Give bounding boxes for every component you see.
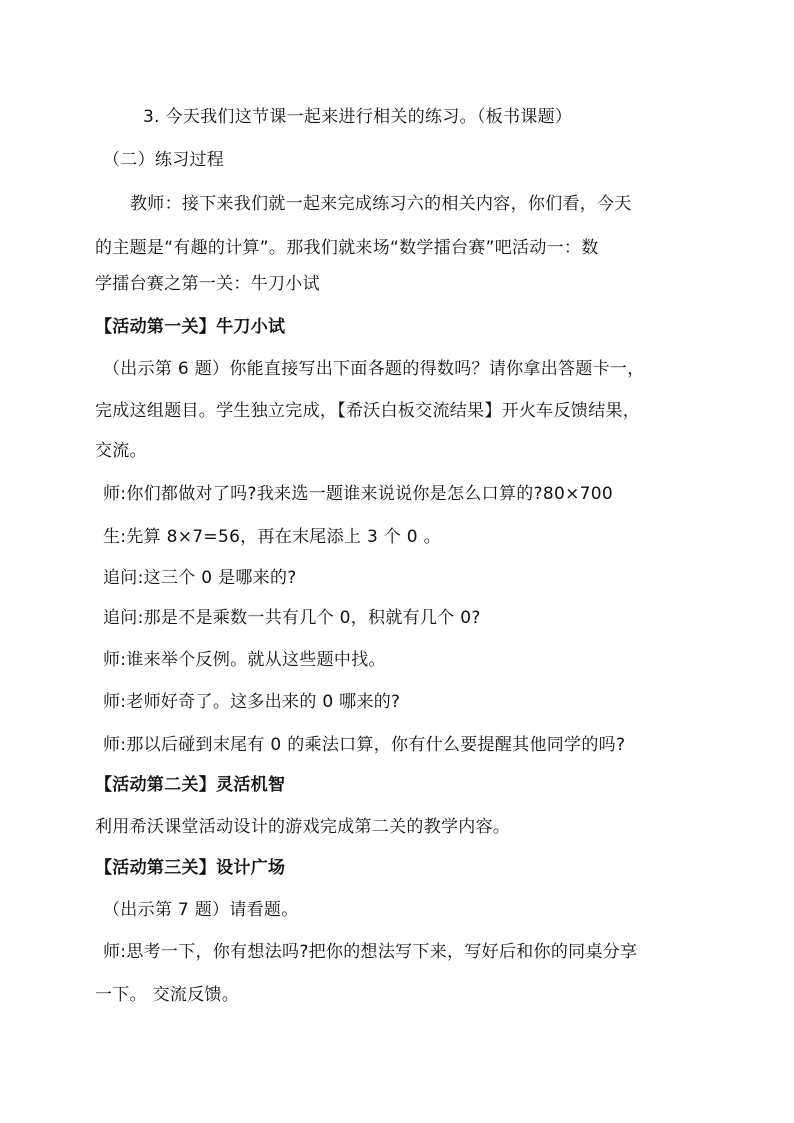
activity-heading-3: 【活动第三关】设计广场 xyxy=(95,858,286,878)
text-line: 学擂台赛之第一关：牛刀小试 xyxy=(95,274,320,294)
text-line: （出示第 7 题）请看题。 xyxy=(103,900,299,920)
text-line: 一下。 交流反馈。 xyxy=(95,985,240,1005)
text-line: 3. 今天我们这节课一起来进行相关的练习。（板书课题） xyxy=(143,107,573,127)
dialogue-line: 师:谁来举个反例。就从这些题中找。 xyxy=(103,650,386,670)
dialogue-line: 师:老师好奇了。这多出来的 0 哪来的? xyxy=(103,692,401,712)
text-line: 交流。 xyxy=(95,441,147,461)
dialogue-line: 师:思考一下，你有想法吗?把你的想法写下来，写好后和你的同桌分享 xyxy=(103,942,638,962)
text-line: 教师：接下来我们就一起来完成练习六的相关内容，你们看，今天 xyxy=(130,194,632,214)
text-line: （出示第 6 题）你能直接写出下面各题的得数吗？请你拿出答题卡一， xyxy=(103,359,645,379)
dialogue-line: 追问:那是不是乘数一共有几个 0，积就有几个 0? xyxy=(103,608,481,628)
dialogue-line: 追问:这三个 0 是哪来的? xyxy=(103,568,297,588)
dialogue-line: 生:先算 8×7=56，再在末尾添上 3 个 0 。 xyxy=(103,527,441,547)
text-line: 利用希沃课堂活动设计的游戏完成第二关的教学内容。 xyxy=(95,817,511,837)
text-line: 的主题是“有趣的计算”。那我们就来场“数学擂台赛”吧活动一：数 xyxy=(95,238,599,258)
text-line: 完成这组题目。学生独立完成，【希沃白板交流结果】开火车反馈结果， xyxy=(95,401,641,421)
activity-heading-1: 【活动第一关】牛刀小试 xyxy=(95,317,286,337)
section-heading: （二）练习过程 xyxy=(103,150,225,170)
activity-heading-2: 【活动第二关】灵活机智 xyxy=(95,775,286,795)
dialogue-line: 师:那以后碰到末尾有 0 的乘法口算，你有什么要提醒其他同学的吗? xyxy=(103,735,626,755)
dialogue-line: 师:你们都做对了吗?我来选一题谁来说说你是怎么口算的?80×700 xyxy=(103,484,613,504)
